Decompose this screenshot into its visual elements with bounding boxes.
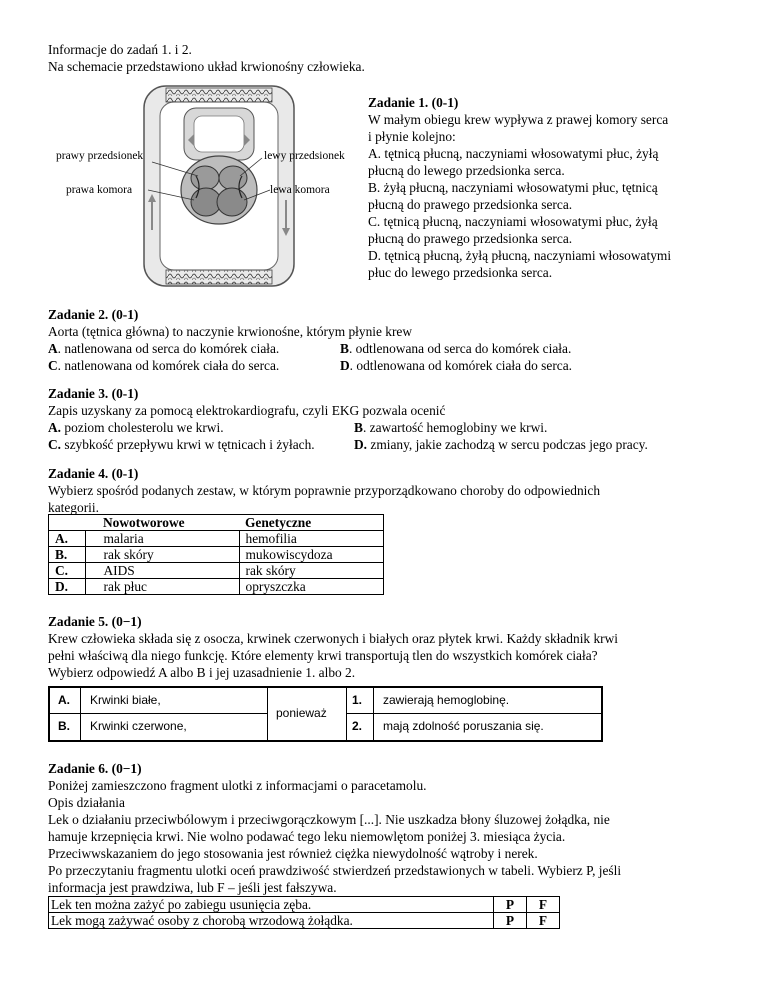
task6-line: hamuje krzepnięcia krwi. Nie wolno podawać tego leku niemowlętom poniżej 3. miesiąca życia. [48, 829, 566, 844]
table-row[interactable]: C. AIDS rak skóry [49, 563, 384, 579]
label-lewy-przedsionek: lewy przedsionek [264, 150, 345, 162]
task6-title: Zadanie 6. (0−1) [48, 761, 142, 776]
task6-line: Poniżej zamieszczono fragment ulotki z informacjami o paracetamolu. [48, 778, 427, 793]
task5-line: Krew człowieka składa się z osocza, krwinek czerwonych i białych oraz płytek krwi. Każdy składnik krwi [48, 631, 619, 646]
task6-line: Przeciwwskazaniem do jego stosowania jest również ciężka niewydolność wątroby i nerek. [48, 846, 538, 861]
task6-line: Po przeczytaniu fragmentu ulotki oceń prawdziwość stwierdzeń przedstawionych w tabeli. Wybierz P, jeśli [48, 863, 622, 878]
task5-line: Wybierz odpowiedź A albo B i jej uzasadnienie 1. albo 2. [48, 665, 356, 680]
task5-title: Zadanie 5. (0−1) [48, 614, 142, 629]
table-row[interactable]: B. rak skóry mukowiscydoza [49, 547, 384, 563]
task5-option-2[interactable]: mają zdolność poruszania się. [383, 719, 544, 733]
task3-option-b[interactable]: B. zawartość hemoglobiny we krwi. [354, 420, 548, 435]
task1-line: płuc do lewego przedsionka serca. [368, 265, 553, 280]
task4-question-line2: kategorii. [48, 500, 99, 515]
task1-block [368, 94, 671, 281]
task2-option-d[interactable]: D. odtlenowana od komórek ciała do serca. [340, 358, 573, 373]
task1-line: płucną do lewego przedsionka serca. [368, 163, 565, 178]
task1-line: D. tętnicą płucną, żyłą płucną, naczyniami włosowatymi [368, 248, 672, 263]
task5-option-1[interactable]: zawierają hemoglobinę. [383, 693, 510, 707]
intro-line-1: Informacje do zadań 1. i 2. [48, 42, 192, 57]
task3-option-c[interactable]: C. szybkość przepływu krwi w tętnicach i żyłach. [48, 437, 315, 452]
task3-option-a[interactable]: A. poziom cholesterolu we krwi. [48, 420, 224, 435]
task6-line: Opis działania [48, 795, 125, 810]
task5-option-a[interactable]: Krwinki białe, [90, 693, 161, 707]
task5-row-b-letter: B. [58, 719, 70, 733]
table-header: Nowotworowe [103, 515, 185, 530]
task2-title: Zadanie 2. (0-1) [48, 307, 139, 322]
task6-line: Lek o działaniu przeciwbólowym i przeciwgorączkowym [...]. Nie uszkadza błony śluzowej żołądka, nie [48, 812, 610, 827]
task1-line: płucną do prawego przedsionka serca. [368, 197, 573, 212]
false-option[interactable]: F [538, 897, 548, 912]
task5-line: pełni właściwą dla niego funkcję. Które elementy krwi transportują tlen do wszystkich komórek ciała? [48, 648, 598, 663]
task3-question: Zapis uzyskany za pomocą elektrokardiografu, czyli EKG pozwala ocenić [48, 403, 446, 418]
task4-table [48, 514, 384, 595]
table-row[interactable]: A. malaria hemofilia [49, 531, 384, 547]
task4-question-line1: Wybierz spośród podanych zestaw, w którym poprawnie przyporządkowano choroby do odpowiednich [48, 483, 601, 498]
task1-line: C. tętnicą płucną, naczyniami włosowatymi płuc, żyłą [368, 214, 658, 229]
task5-option-b[interactable]: Krwinki czerwone, [90, 719, 187, 733]
task2-block [48, 306, 412, 340]
task2-question: Aorta (tętnica główna) to naczynie krwionośne, którym płynie krew [48, 324, 413, 339]
task5-row-2-num: 2. [352, 719, 363, 733]
task5-answer-table [48, 686, 603, 742]
task5-block [48, 613, 618, 681]
task4-block [48, 465, 600, 516]
task5-connector: ponieważ [276, 706, 327, 720]
intro-line-2: Na schemacie przedstawiono układ krwionośny człowieka. [48, 59, 365, 74]
task6-line: informacja jest prawdziwa, lub F – jeśli jest fałszywa. [48, 880, 337, 895]
task1-title: Zadanie 1. (0-1) [368, 95, 459, 110]
task2-option-a[interactable]: A. natlenowana od serca do komórek ciała. [48, 341, 280, 356]
task6-table [48, 896, 560, 929]
table-row: Lek mogą zażywać osoby z chorobą wrzodową żołądka. P F [49, 913, 560, 929]
task3-block [48, 385, 445, 419]
task3-option-d[interactable]: D. zmiany, jakie zachodzą w sercu podczas jego pracy. [354, 437, 648, 452]
table-row[interactable]: D. rak płuc opryszczka [49, 579, 384, 595]
task2-option-b[interactable]: B. odtlenowana od serca do komórek ciała. [340, 341, 572, 356]
task5-row-1-num: 1. [352, 693, 363, 707]
task1-line: płucną do prawego przedsionka serca. [368, 231, 573, 246]
label-prawa-komora: prawa komora [66, 184, 133, 196]
task2-option-c[interactable]: C. natlenowana od komórek ciała do serca. [48, 358, 280, 373]
task4-title: Zadanie 4. (0-1) [48, 466, 139, 481]
true-option[interactable]: P [494, 897, 527, 913]
task1-line: W małym obiegu krew wypływa z prawej komory serca [368, 112, 669, 127]
table-header: Genetyczne [245, 515, 312, 530]
task1-line: i płynie kolejno: [368, 129, 456, 144]
task1-line: A. tętnicą płucną, naczyniami włosowatymi płuc, żyłą [368, 146, 659, 161]
true-option[interactable]: P [494, 913, 527, 929]
label-lewa-komora: lewa komora [270, 184, 330, 196]
circulatory-diagram [48, 80, 356, 290]
table-row: Lek ten można zażyć po zabiegu usunięcia zęba. P F [49, 897, 560, 913]
task1-line: B. żyłą płucną, naczyniami włosowatymi płuc, tętnicą [368, 180, 658, 195]
false-option[interactable]: F [527, 913, 560, 929]
task3-title: Zadanie 3. (0-1) [48, 386, 139, 401]
task5-row-a-letter: A. [58, 693, 70, 707]
label-prawy-przedsionek: prawy przedsionek [56, 150, 144, 162]
task6-block [48, 760, 621, 896]
